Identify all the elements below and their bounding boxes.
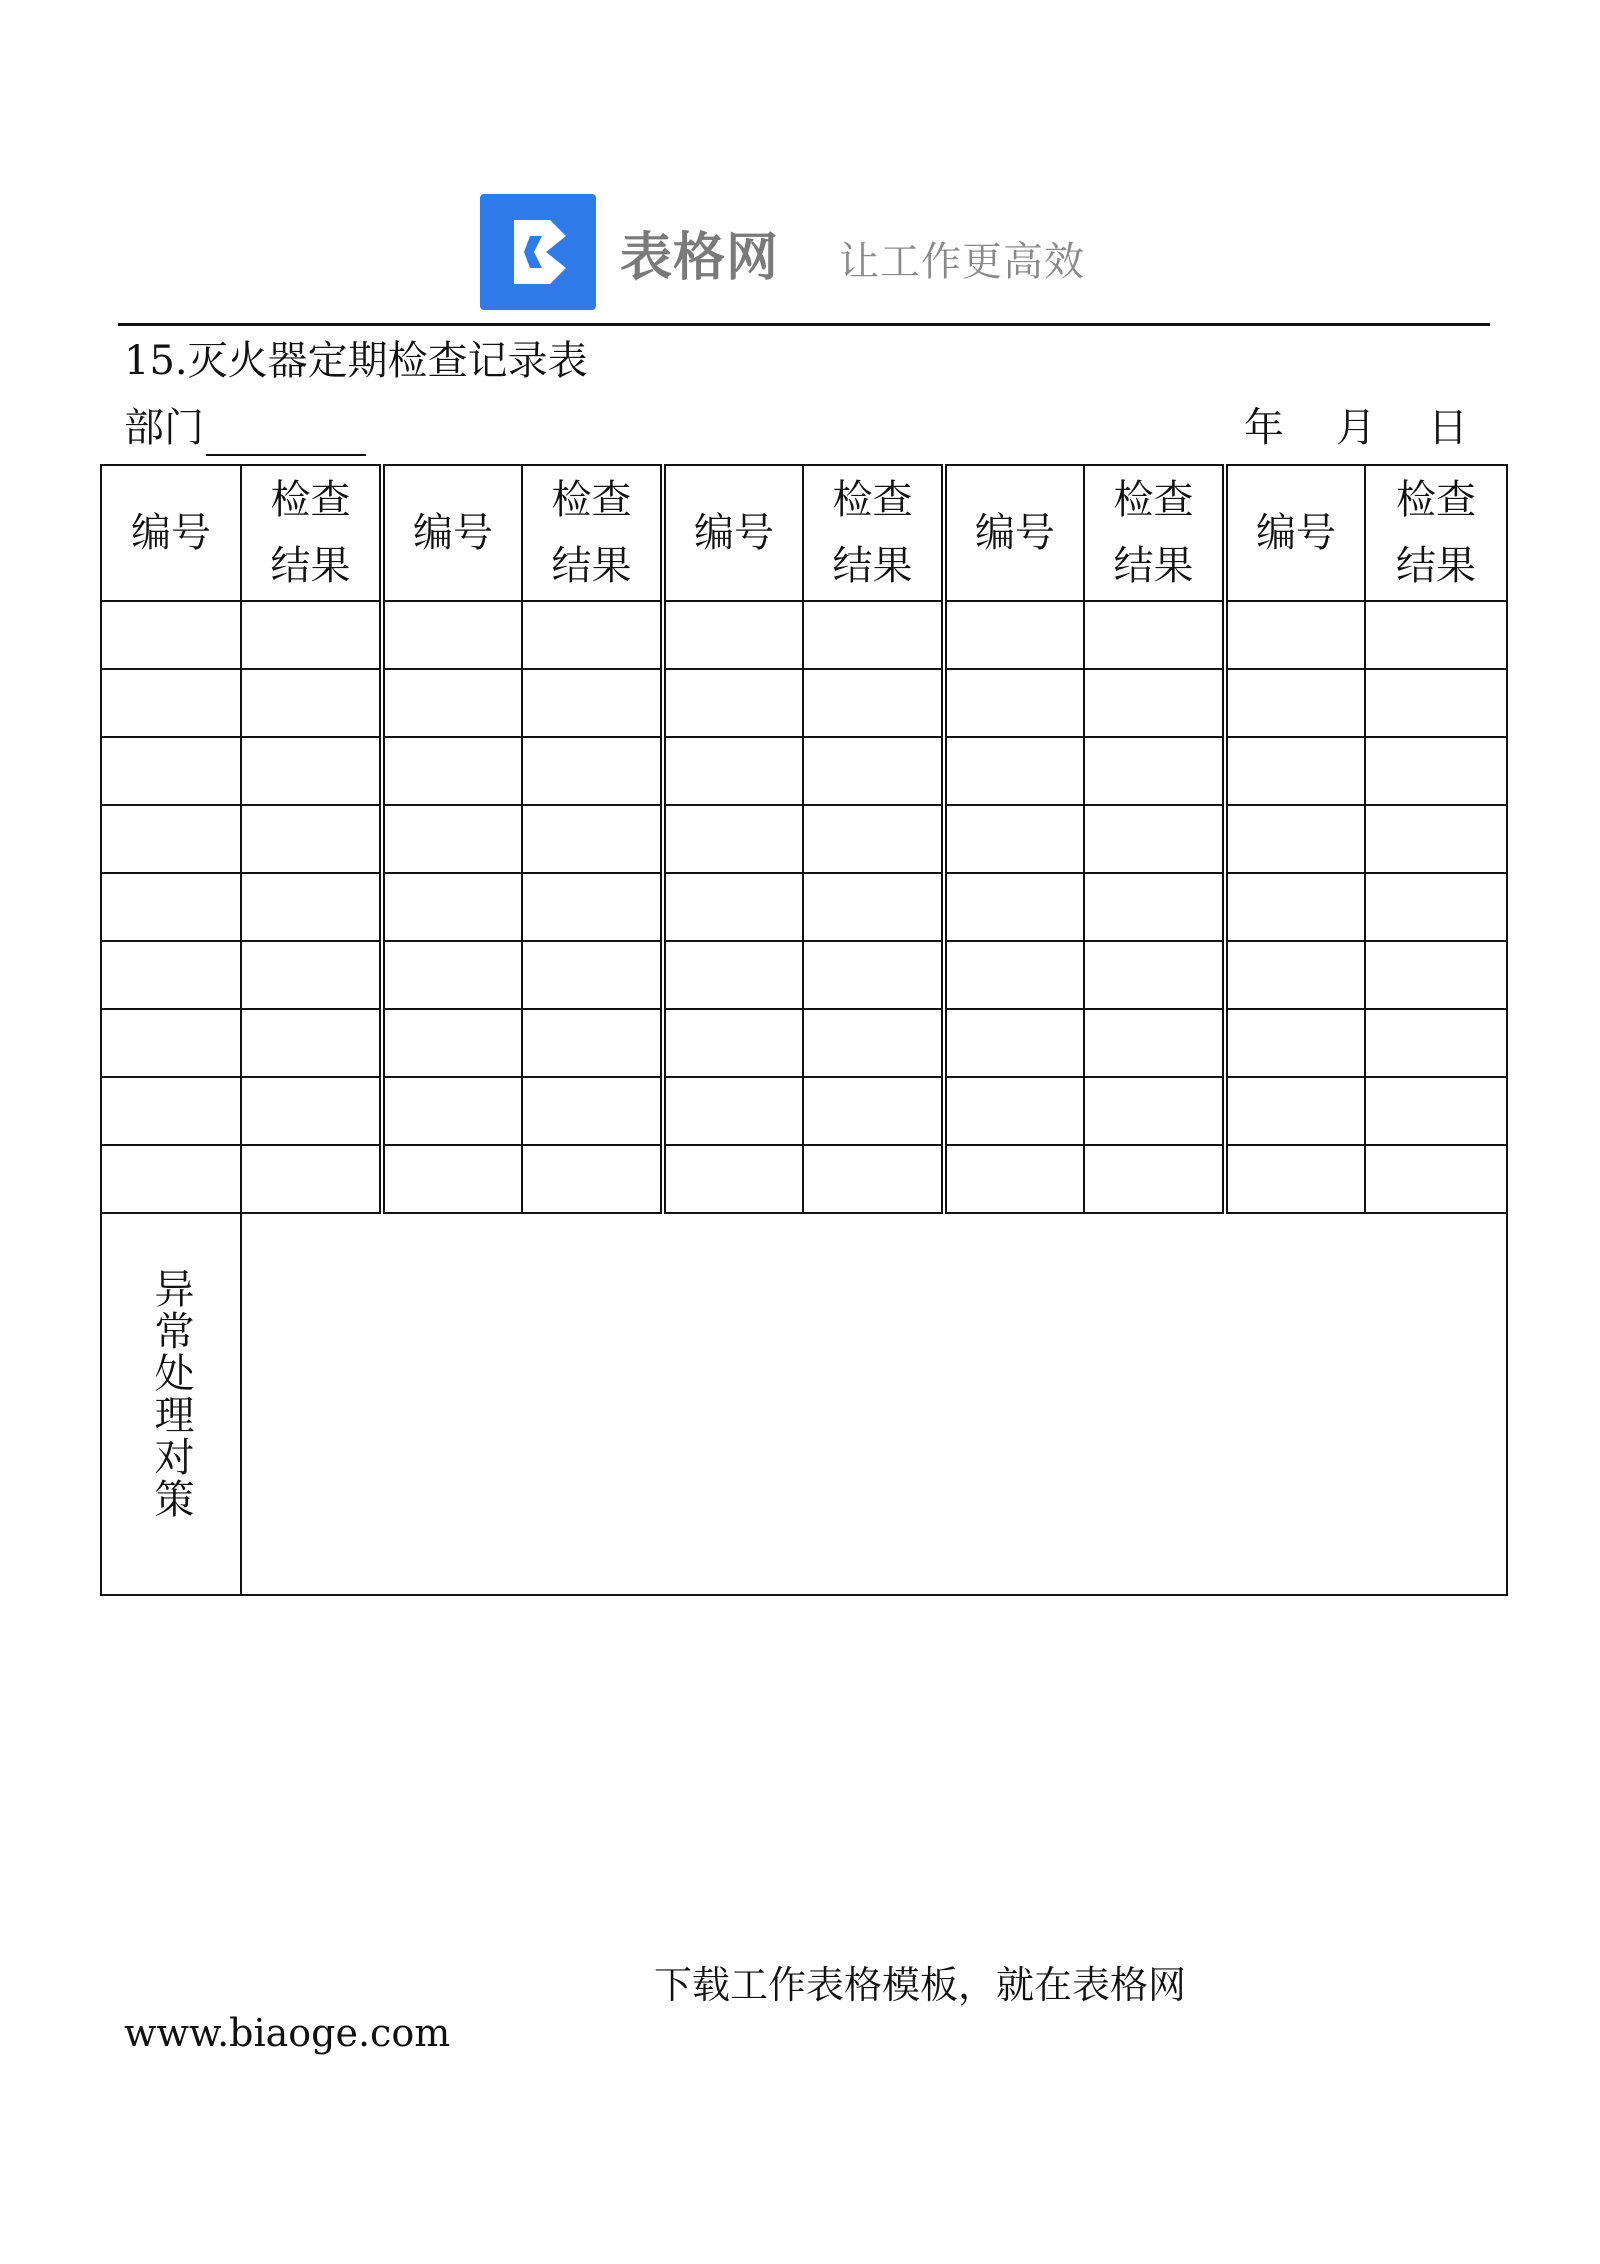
result-cell[interactable] bbox=[803, 601, 944, 669]
department-field bbox=[124, 400, 366, 456]
table-header-row bbox=[101, 465, 1507, 601]
id-cell[interactable] bbox=[663, 669, 803, 737]
result-cell[interactable] bbox=[803, 669, 944, 737]
abnormal-handling-input-cell[interactable] bbox=[241, 1213, 1507, 1595]
result-cell[interactable] bbox=[1365, 873, 1507, 941]
result-cell[interactable] bbox=[241, 1145, 382, 1213]
id-cell[interactable] bbox=[663, 1145, 803, 1213]
table-row bbox=[101, 601, 1507, 669]
result-cell[interactable] bbox=[1365, 941, 1507, 1009]
result-cell[interactable] bbox=[522, 805, 663, 873]
id-cell[interactable] bbox=[101, 873, 241, 941]
table-row bbox=[101, 669, 1507, 737]
header-id-cell: 编号 bbox=[1225, 465, 1365, 601]
date-day-label: 日 bbox=[1428, 405, 1468, 451]
result-cell[interactable] bbox=[522, 1009, 663, 1077]
result-cell[interactable] bbox=[1084, 1077, 1225, 1145]
result-cell[interactable] bbox=[1084, 601, 1225, 669]
result-cell[interactable] bbox=[241, 669, 382, 737]
header-divider bbox=[118, 323, 1490, 326]
id-cell[interactable] bbox=[382, 873, 522, 941]
result-cell[interactable] bbox=[803, 1145, 944, 1213]
result-cell[interactable] bbox=[1084, 873, 1225, 941]
result-cell[interactable] bbox=[803, 737, 944, 805]
brand-slogan: 让工作更高效 bbox=[839, 238, 1086, 285]
header-result-cell: 检查 结果 bbox=[241, 465, 382, 601]
result-cell[interactable] bbox=[1365, 1145, 1507, 1213]
id-cell[interactable] bbox=[944, 1077, 1084, 1145]
result-cell[interactable] bbox=[1365, 737, 1507, 805]
id-cell[interactable] bbox=[944, 1145, 1084, 1213]
table-row bbox=[101, 1077, 1507, 1145]
header-result-cell: 检查 结果 bbox=[1365, 465, 1507, 601]
result-cell[interactable] bbox=[241, 1077, 382, 1145]
result-cell[interactable] bbox=[1084, 669, 1225, 737]
header-id-cell: 编号 bbox=[663, 465, 803, 601]
header-result-cell: 检查 结果 bbox=[522, 465, 663, 601]
id-cell[interactable] bbox=[944, 669, 1084, 737]
result-cell[interactable] bbox=[1365, 1077, 1507, 1145]
result-cell[interactable] bbox=[1365, 1009, 1507, 1077]
result-cell[interactable] bbox=[1365, 805, 1507, 873]
result-cell[interactable] bbox=[522, 1145, 663, 1213]
id-cell[interactable] bbox=[1225, 1009, 1365, 1077]
id-cell[interactable] bbox=[382, 1009, 522, 1077]
header-result-cell: 检查 结果 bbox=[803, 465, 944, 601]
id-cell[interactable] bbox=[101, 1077, 241, 1145]
table-row bbox=[101, 1009, 1507, 1077]
result-cell[interactable] bbox=[241, 601, 382, 669]
table-row bbox=[101, 1145, 1507, 1213]
id-cell[interactable] bbox=[1225, 873, 1365, 941]
id-cell[interactable] bbox=[101, 669, 241, 737]
header-id-cell: 编号 bbox=[101, 465, 241, 601]
id-cell[interactable] bbox=[663, 805, 803, 873]
header-result-cell: 检查 结果 bbox=[1084, 465, 1225, 601]
id-cell[interactable] bbox=[944, 941, 1084, 1009]
id-cell[interactable] bbox=[382, 805, 522, 873]
result-cell[interactable] bbox=[522, 669, 663, 737]
result-cell[interactable] bbox=[1084, 941, 1225, 1009]
id-cell[interactable] bbox=[101, 1145, 241, 1213]
abnormal-handling-row bbox=[101, 1213, 1507, 1595]
id-cell[interactable] bbox=[944, 1009, 1084, 1077]
id-cell[interactable] bbox=[944, 737, 1084, 805]
table-row bbox=[101, 805, 1507, 873]
result-cell[interactable] bbox=[522, 873, 663, 941]
abnormal-handling-label: 异常处理对策 bbox=[148, 1268, 194, 1520]
id-cell[interactable] bbox=[382, 1077, 522, 1145]
result-cell[interactable] bbox=[803, 941, 944, 1009]
header-id-cell: 编号 bbox=[944, 465, 1084, 601]
footer-slogan: 下载工作表格模板，就在表格网 bbox=[654, 1963, 1187, 2007]
id-cell[interactable] bbox=[663, 941, 803, 1009]
result-cell[interactable] bbox=[1084, 1145, 1225, 1213]
id-cell[interactable] bbox=[1225, 941, 1365, 1009]
id-cell[interactable] bbox=[1225, 601, 1365, 669]
page-title: 15.灭火器定期检查记录表 bbox=[124, 338, 588, 384]
result-cell[interactable] bbox=[522, 1077, 663, 1145]
footer-url[interactable]: www.biaoge.com bbox=[124, 2011, 451, 2055]
result-cell[interactable] bbox=[1365, 669, 1507, 737]
result-cell[interactable] bbox=[522, 737, 663, 805]
department-blank bbox=[206, 408, 366, 456]
id-cell[interactable] bbox=[101, 941, 241, 1009]
id-cell[interactable] bbox=[382, 1145, 522, 1213]
id-cell[interactable] bbox=[382, 669, 522, 737]
id-cell[interactable] bbox=[663, 873, 803, 941]
result-cell[interactable] bbox=[803, 873, 944, 941]
table-row bbox=[101, 873, 1507, 941]
table-row bbox=[101, 941, 1507, 1009]
id-cell[interactable] bbox=[663, 1009, 803, 1077]
result-cell[interactable] bbox=[241, 805, 382, 873]
id-cell[interactable] bbox=[663, 1077, 803, 1145]
result-cell[interactable] bbox=[241, 941, 382, 1009]
id-cell[interactable] bbox=[1225, 1145, 1365, 1213]
id-cell[interactable] bbox=[382, 941, 522, 1009]
result-cell[interactable] bbox=[241, 737, 382, 805]
result-cell[interactable] bbox=[803, 805, 944, 873]
id-cell[interactable] bbox=[1225, 737, 1365, 805]
id-cell[interactable] bbox=[382, 601, 522, 669]
header-id-cell: 编号 bbox=[382, 465, 522, 601]
department-label: 部门 bbox=[124, 405, 204, 451]
table-row bbox=[101, 737, 1507, 805]
id-cell[interactable] bbox=[101, 737, 241, 805]
id-cell[interactable] bbox=[101, 805, 241, 873]
result-cell[interactable] bbox=[522, 941, 663, 1009]
abnormal-handling-label-cell bbox=[101, 1213, 241, 1595]
id-cell[interactable] bbox=[944, 805, 1084, 873]
result-cell[interactable] bbox=[241, 873, 382, 941]
id-cell[interactable] bbox=[101, 1009, 241, 1077]
result-cell[interactable] bbox=[1084, 1009, 1225, 1077]
id-cell[interactable] bbox=[663, 737, 803, 805]
result-cell[interactable] bbox=[1365, 601, 1507, 669]
result-cell[interactable] bbox=[522, 601, 663, 669]
id-cell[interactable] bbox=[101, 601, 241, 669]
id-cell[interactable] bbox=[944, 601, 1084, 669]
result-cell[interactable] bbox=[241, 1009, 382, 1077]
result-cell[interactable] bbox=[1084, 737, 1225, 805]
brand-name: 表格网 bbox=[620, 227, 780, 288]
inspection-record-table bbox=[100, 464, 1508, 1596]
result-cell[interactable] bbox=[803, 1077, 944, 1145]
date-year-label: 年 bbox=[1244, 405, 1284, 451]
id-cell[interactable] bbox=[1225, 805, 1365, 873]
date-field bbox=[1244, 400, 1468, 456]
id-cell[interactable] bbox=[382, 737, 522, 805]
biaoge-logo-icon bbox=[480, 194, 596, 310]
id-cell[interactable] bbox=[663, 601, 803, 669]
id-cell[interactable] bbox=[1225, 669, 1365, 737]
result-cell[interactable] bbox=[803, 1009, 944, 1077]
result-cell[interactable] bbox=[1084, 805, 1225, 873]
id-cell[interactable] bbox=[944, 873, 1084, 941]
date-month-label: 月 bbox=[1336, 405, 1376, 451]
brand-logo bbox=[480, 192, 1085, 312]
id-cell[interactable] bbox=[1225, 1077, 1365, 1145]
